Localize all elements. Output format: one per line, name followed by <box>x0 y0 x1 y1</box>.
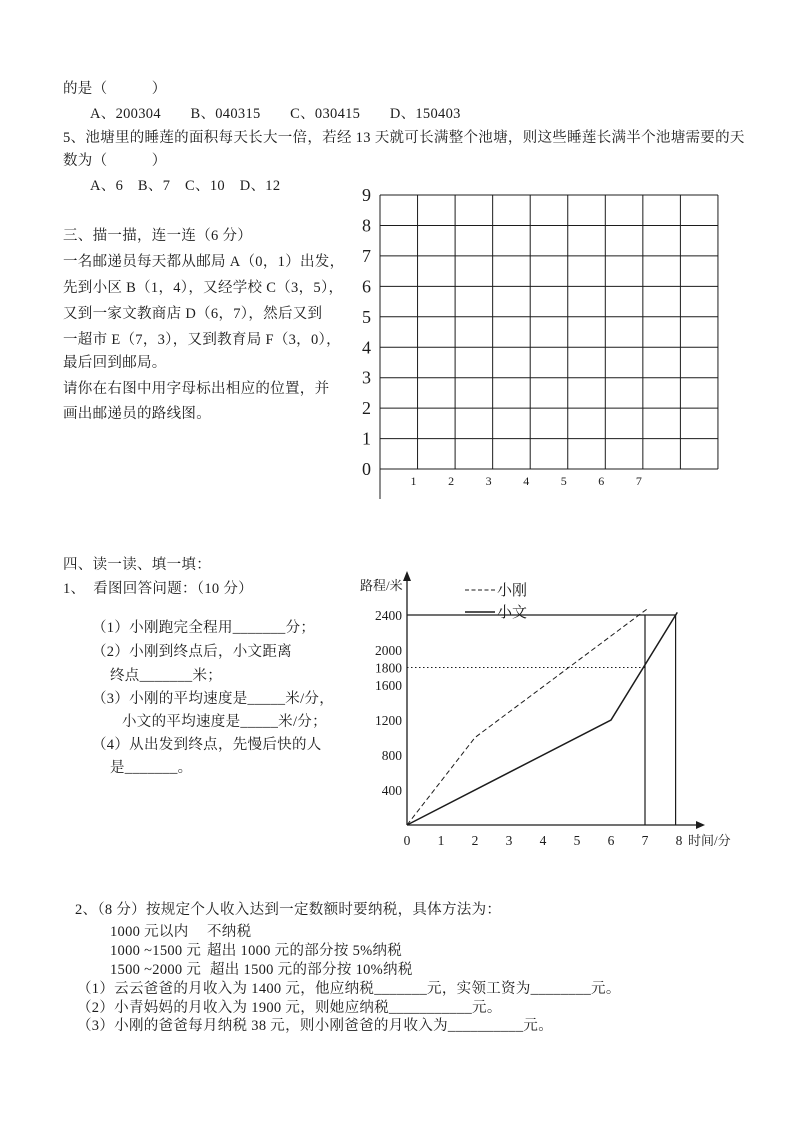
svg-text:2: 2 <box>471 833 479 848</box>
svg-text:5: 5 <box>362 306 371 327</box>
svg-text:1: 1 <box>437 833 445 848</box>
svg-text:3: 3 <box>362 367 371 388</box>
svg-text:800: 800 <box>381 748 402 763</box>
question4-choices: A、200304 B、040315 C、030415 D、150403 <box>90 106 461 122</box>
section4-question: （3）小刚的平均速度是_____米/分， <box>92 691 335 707</box>
tax-table-row <box>110 961 413 979</box>
svg-text:6: 6 <box>607 833 615 848</box>
svg-text:7: 7 <box>635 474 642 489</box>
svg-text:400: 400 <box>381 783 402 798</box>
svg-text:9: 9 <box>362 188 371 205</box>
svg-text:路程/米: 路程/米 <box>360 578 403 593</box>
svg-text:2: 2 <box>362 398 371 419</box>
section4-question: （1）小刚跑完全程用_______分； <box>92 620 316 636</box>
svg-text:1800: 1800 <box>375 660 402 676</box>
section5-question: （2）小青妈妈的月收入为 1900 元，则她应纳税___________元。 <box>77 1000 502 1016</box>
svg-text:3: 3 <box>485 474 492 489</box>
svg-text:1: 1 <box>362 428 371 449</box>
svg-text:8: 8 <box>362 215 371 236</box>
tax-range: 1500 ~2000 元 <box>110 962 202 978</box>
section4-question: （2）小刚到终点后，小文距离 <box>92 644 292 660</box>
svg-text:小文: 小文 <box>497 605 528 621</box>
tax-range: 1000 元以内 <box>110 924 189 940</box>
tax-rule: 超出 1000 元的部分按 5%纳税 <box>207 943 403 959</box>
section4-question: （4）从出发到终点，先慢后快的人 <box>92 737 322 753</box>
coordinate-grid-chart <box>358 188 730 514</box>
section4-question: 终点_______米； <box>110 668 223 684</box>
question5-line1: 5、池塘里的睡莲的面积每天长大一倍，若经 13 天就可长满整个池塘，则这些睡莲长满半个池塘需要的天 <box>63 130 745 146</box>
section4-question: 是_______。 <box>110 760 193 776</box>
tax-range: 1000 ~1500 元 <box>110 943 202 959</box>
tax-table-row <box>110 923 252 941</box>
svg-text:6: 6 <box>362 276 371 297</box>
svg-text:0: 0 <box>362 459 371 480</box>
section5-intro: 2、（8 分）按规定个人收入达到一定数额时要纳税，具体方法为： <box>75 902 502 918</box>
question5-line2: 数为（ ） <box>63 153 167 169</box>
section3-title: 三、描一描，连一连（6 分） <box>63 228 253 244</box>
section4-title: 四、读一读、填一填： <box>63 557 211 573</box>
svg-text:2000: 2000 <box>375 643 402 658</box>
svg-text:2: 2 <box>448 474 455 489</box>
section5-question: （3）小刚的爸爸每月纳税 38 元，则小刚爸爸的月收入为__________元。 <box>77 1018 553 1034</box>
question5-choices: A、6 B、7 C、10 D、12 <box>90 178 281 194</box>
section4-subtitle: 1、 看图回答问题：（10 分） <box>63 581 253 597</box>
tax-rule: 不纳税 <box>207 924 252 940</box>
distance-time-line-chart <box>358 568 758 863</box>
section3-line: 先到小区 B（1，4），又经学校 C（3，5）， <box>63 280 344 296</box>
svg-text:3: 3 <box>505 833 513 848</box>
svg-text:6: 6 <box>598 474 605 489</box>
svg-text:1600: 1600 <box>375 678 402 693</box>
section4-question: 小文的平均速度是_____米/分； <box>122 714 327 730</box>
tax-rule: 超出 1500 元的部分按 10%纳税 <box>210 962 413 978</box>
svg-text:2400: 2400 <box>375 608 402 623</box>
svg-text:8: 8 <box>675 833 683 848</box>
section3-line: 画出邮递员的路线图。 <box>63 406 211 422</box>
svg-text:0: 0 <box>403 833 411 848</box>
section5-question: （1）云云爸爸的月收入为 1400 元，他应纳税_______元，实领工资为________元。 <box>77 981 621 997</box>
svg-text:5: 5 <box>573 833 581 848</box>
svg-text:4: 4 <box>523 474 530 489</box>
question-tail-line: 的是（ ） <box>63 81 167 97</box>
svg-text:小刚: 小刚 <box>497 583 528 599</box>
svg-text:7: 7 <box>641 833 649 848</box>
section3-line: 最后回到邮局。 <box>63 355 167 371</box>
svg-text:1: 1 <box>410 474 417 489</box>
svg-text:1200: 1200 <box>375 713 402 728</box>
section3-line: 又到一家文教商店 D（6，7），然后又到 <box>63 306 323 322</box>
svg-text:4: 4 <box>362 337 371 358</box>
svg-text:4: 4 <box>539 833 547 848</box>
section3-line: 一超市 E（7，3），又到教育局 F（3，0）， <box>63 332 341 348</box>
svg-text:7: 7 <box>362 245 371 266</box>
tax-table-row <box>110 942 403 960</box>
svg-text:5: 5 <box>560 474 567 489</box>
svg-text:时间/分: 时间/分 <box>688 833 731 848</box>
section3-line: 请你在右图中用字母标出相应的位置，并 <box>63 381 330 397</box>
section3-line: 一名邮递员每天都从邮局 A（0，1）出发， <box>63 254 345 270</box>
